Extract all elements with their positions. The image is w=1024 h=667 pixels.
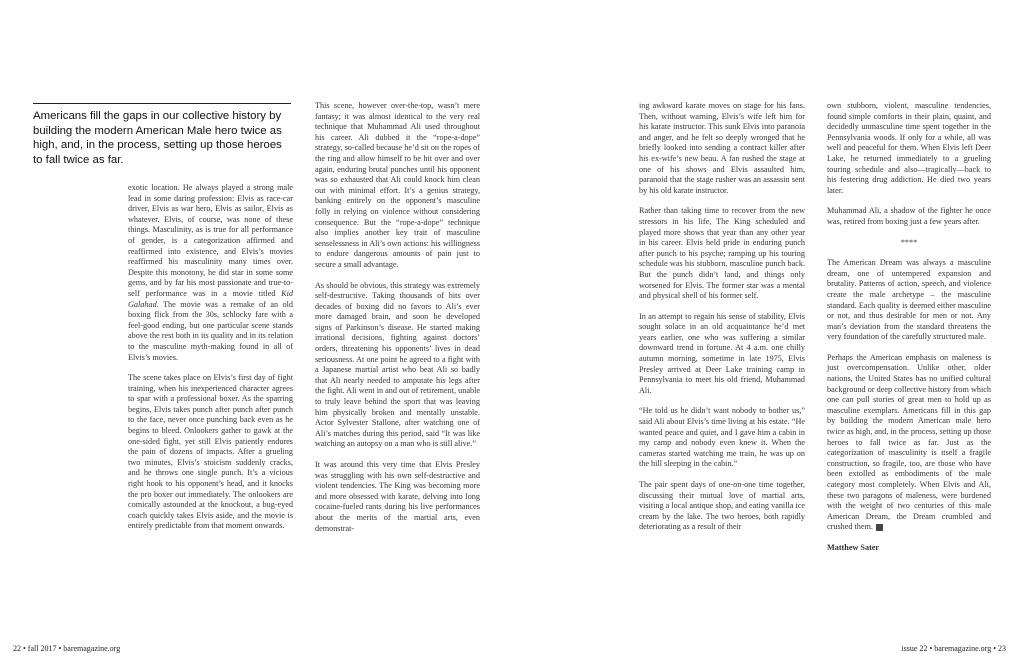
paragraph: exotic location. He always played a strong male lead in some daring profession: Elvis as race-car driver, Elvis as war hero, Elvis as sailor, Elvis as whatever. Elvis, of course, was none of these things. Masculinity, as is true for all performance of gender, is a categorization affirmed and reaffirmed into existence, and Elvis’s movies reaffirmed his masculinity many times over. Despite this monotony, he did star in some some gems, and by far his most passionate and true-to-self performance was in a movie titled Kid Galahad. The movie was a remake of an old boxing flick from the 30s, schlocky fare with a feel-good ending, but one particular scene stands above the rest both in its quality and in its relation to the masculine myth-making found in all of Elvis’s movies. (128, 183, 293, 362)
paragraph: Muhammad Ali, a shadow of the fighter he once was, retired from boxing just a few years after. (827, 206, 991, 226)
paragraph: As should be obvious, this strategy was extremely self-destructive. Taking thousands of hits over decades of boxing did no favors to Ali’s ever more damaged brain, and soon he developed signs of Parkinson’s disease. He started making irrational decisions, fighting against doctors’ orders, threatening his opponents’ lives in dead seriousness. At one point he agreed to a fight with a Japanese martial artist who beat Ali so badly that Ali nearly needed to amputate his legs after the fight. Ali went in and out of retirement, unable to truly leave behind the sport that was leaving him physically broken and mentally unstable. Actor Sylvester Stallone, after watching one of Ali’s matches during this period, said “It was like watching an autopsy on a man who is still alive.” (315, 280, 480, 449)
paragraph: own stubborn, violent, masculine tendencies, found simple comforts in their plain, quaint, and decidedly unmasculine time spent together in the Pennsylvania woods. If only for a while, all was well and peaceful for them. When Elvis left Deer Lake, he returned immediately to a grueling touring schedule and also—tragically—back to his festering drug addiction. He died two years later. (827, 101, 991, 195)
paragraph: “He told us he didn’t want nobody to bother us,” said Ali about Elvis’s time living at his estate. “He wanted peace and quiet, and I gave him a cabin in my camp and nobody even knew it. When the cameras started watching me train, he was up on the hill sleeping in the cabin.” (639, 406, 805, 469)
paragraph: The pair spent days of one-on-one time together, discussing their mutual love of martial arts, visiting a local antique shop, and eating vanilla ice cream by the lake. The two heroes, both rapidly deteriorating as a result of their (639, 480, 805, 532)
footer-right: issue 22 • baremagazine.org • 23 (901, 644, 1006, 653)
movie-title: Kid Galahad (128, 288, 293, 309)
footer-left: 22 • fall 2017 • baremagazine.org (13, 644, 121, 653)
pull-quote: Americans fill the gaps in our collective history by building the modern American Male hero twice as high, and, in the process, setting up those heroes to fall twice as far. (33, 103, 291, 167)
paragraph: It was around this very time that Elvis Presley was struggling with his own self-destructive and violent tendencies. The King was becoming more and more obsessed with karate, delving into long cocaine-fueled rants during his live performances about the merits of the martial arts, even demonstrat- (315, 460, 480, 533)
column-1 (128, 183, 293, 542)
paragraph: Rather than taking time to recover from the new stressors in his life, The King scheduled and played more shows that year than any other year in his career. Elvis held pride in enduring punch after punch to his psyche; ramping up his touring schedule was his stubborn, masculine punch back. But the punch didn’t land, and things only worsened for Elvis. The former star was a mental and physical shell of his former self. (639, 206, 805, 301)
column-2 (315, 101, 480, 544)
end-mark-icon (876, 524, 883, 531)
section-divider: **** (900, 237, 918, 247)
paragraph: In an attempt to regain his sense of stability, Elvis sought solace in an old acquaintance he’d met years earlier, one who was suffering a similar downward trend in fortune. At 4 a.m. one chilly autumn morning, sometime in late 1975, Elvis Presley arrived at Deer Lake training camp in Pennsylvania to meet his old friend, Muhammad Ali. (639, 311, 805, 395)
author-byline: Matthew Sater (827, 542, 880, 552)
paragraph: Perhaps the American emphasis on maleness is just overcompensation. Unlike other, older nations, the United States has no unified cultural background or deep collective history from which one can pull stories of great men to hold up as masculine exemplars. Americans fill in this gap by building the modern American male hero twice as high, and, in the process, setting up those heroes to fall twice as far. Just as the categorization of masculinity is itself a fragile construction, so fragile, too, are those who have been extolled as embodiments of the male category most completely. When Elvis and Ali, these two paragons of maleness, were burdened with the weight of two centuries of this male American Dream, the Dream crumbled and crushed them. (827, 352, 991, 532)
paragraph: The American Dream was always a masculine dream, one of untempered expansion and brutality. Patterns of action, speech, and violence create the male archetype – the masculine standard. Each quality is deemed either masculine or not, and thus desirable for men or not. Any man’s deviation from the standard threatens the very foundation of the carefully structured male. (827, 258, 991, 342)
paragraph: ing awkward karate moves on stage for his fans. Then, without warning, Elvis’s wife left him for his karate instructor. This sunk Elvis into paranoia and anger, and he felt so deeply wronged that he briefly looked into sending a contract killer after his ex-wife’s new beau. A fan rushed the stage at one of his shows and Elvis assaulted him, paranoid that the stage rusher was an assassin sent by his old karate instructor. (639, 101, 805, 195)
column-3 (639, 101, 805, 543)
paragraph: The scene takes place on Elvis’s first day of fight training, when his inexperienced character agrees to spar with a professional boxer. As the sparring begins, Elvis takes punch after punch after punch to the face, never once punching back even as he begins to bleed. Onlookers gather to gawk at the one-sided fight, yet still Elvis patiently endures the pain of dozens of impacts. After a grueling two minutes, Elvis’s stoicism suddenly cracks, and he throws one single punch. It’s a vicious right hook to his opponent’s head, and it knocks the pro boxer out immediately. The onlookers are comically astounded at the knockout, a bug-eyed coach quickly takes Elvis aside, and the movie is entirely predictable from that moment onwards. (128, 373, 293, 531)
column-4 (827, 101, 991, 554)
paragraph: This scene, however over-the-top, wasn’t mere fantasy; it was almost identical to the very real technique that Muhammad Ali used throughout his career. Ali dubbed it the “rope-a-dope” strategy, so-called because he’d sit on the ropes of the ring and allow himself to be hit over and over again, enduring brutal punches until his opponent was so exhausted that Ali could knock him clean out with minimal effort. It’s a genius strategy, banking entirely on the opponent’s masculine folly in relying on violence without considering consequence. But the “rope-a-dope” technique also implies another key trait of masculine senselessness in Ali’s own actions: his willingness to endure dangerous amounts of pain just to secure a small advantage. (315, 101, 480, 269)
